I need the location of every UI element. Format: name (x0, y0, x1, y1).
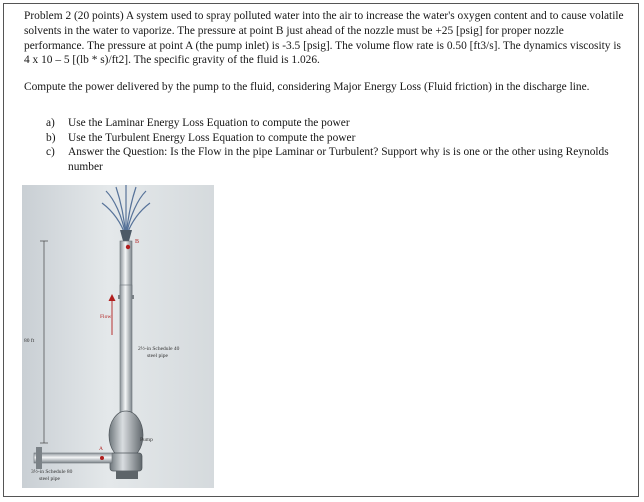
question-item (46, 116, 626, 131)
point-b-label: B (135, 239, 140, 245)
system-figure (22, 185, 214, 488)
problem-statement: Problem 2 (20 points) A system used to spray polluted water into the air to increase the water's oxygen content and to cause volatile solvents in the water to vaporize. The pressure at point B just ahead of the nozzle must be +25 [psig] for proper nozzle performance. The pressure at point A (the pump inlet) is -3.5 [psig]. The volume flow rate is 0.50 [ft3/s]. The dynamics viscosity is 4 x 10 – 5 [(lb * s)/ft2]. The specific gravity of the fluid is 1.026. (24, 10, 624, 67)
height-label: 80 ft (24, 338, 35, 344)
nozzle (120, 230, 132, 241)
suction-pipe-size-label: 3½-in Schedule 80 (31, 469, 73, 475)
pump-casing (110, 453, 142, 471)
question-letter: b) (46, 131, 56, 144)
pump-base (116, 471, 138, 479)
flow-arrow-head (109, 294, 116, 301)
suction-pipe-material-label: steel pipe (39, 476, 60, 482)
question-text: Answer the Question: Is the Flow in the pipe Laminar or Turbulent? Support why is is one or the other using Reynolds number (68, 146, 609, 173)
flow-label: Flow (100, 314, 112, 320)
question-letter: c) (46, 146, 55, 158)
point-a-label: A (99, 446, 103, 452)
suction-inlet-flange (36, 447, 42, 469)
point-b-marker (126, 245, 130, 249)
pump-label: Pump (140, 437, 153, 443)
question-text: Use the Laminar Energy Loss Equation to compute the power (68, 117, 350, 129)
question-text: Use the Turbulent Energy Loss Equation to compute the power (68, 131, 356, 144)
question-item (46, 145, 626, 174)
discharge-pipe-material-label: steel pipe (147, 353, 168, 359)
question-item (46, 131, 626, 146)
water-spray (102, 185, 150, 237)
discharge-pipe-size-label: 2½-in Schedule 40 (138, 346, 180, 352)
question-list (46, 116, 626, 174)
problem-instruction: Compute the power delivered by the pump to the fluid, considering Major Energy Loss (Fluid friction) in the discharge line. (24, 81, 590, 93)
spray-system-diagram (22, 185, 214, 488)
question-letter: a) (46, 117, 55, 129)
point-a-marker (100, 456, 104, 460)
pump-body (109, 411, 143, 459)
